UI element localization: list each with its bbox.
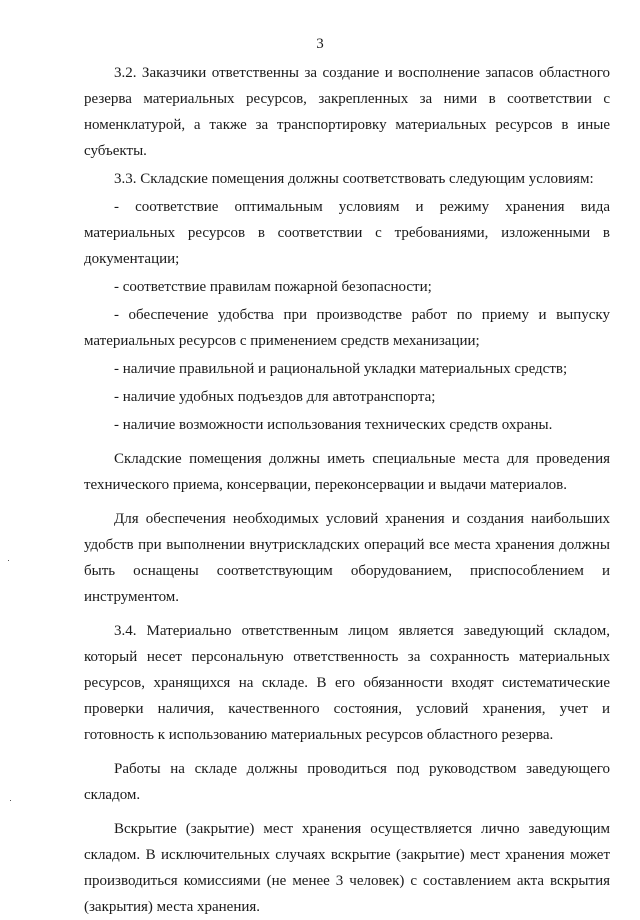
paragraph-equipment: Для обеспечения необходимых условий хранения и создания наибольших удобств при выполнении внутрискладских операций все места хранения должны быть оснащены соответствующим оборудованием, приспособлением и инструментом. — [84, 511, 610, 605]
list-item-security: - наличие возможности использования технических средств охраны. — [114, 417, 553, 433]
scan-speck — [10, 800, 11, 801]
scan-speck — [8, 560, 9, 561]
list-item-storage-conditions: - соответствие оптимальным условиям и режиму хранения вида материальных ресурсов в соответствии с требованиями, изложенными в документации; — [84, 199, 610, 267]
page-number: 3 — [316, 36, 324, 52]
document-body — [84, 60, 610, 920]
list-item-access-roads: - наличие удобных подъездов для автотранспорта; — [114, 389, 436, 405]
paragraph-3-2: 3.2. Заказчики ответственны за создание и восполнение запасов областного резерва материальных ресурсов, закрепленных за ними в соответствии с номенклатурой, а также за транспортировку материальных ресурсов в иные субъекты. — [84, 65, 610, 159]
paragraph-special-places: Складские помещения должны иметь специальные места для проведения технического приема, консервации, переконсервации и выдачи материалов. — [84, 451, 610, 493]
paragraph-3-4: 3.4. Материально ответственным лицом является заведующий складом, который несет персональную ответственность за сохранность материальных ресурсов, хранящихся на складе. В его обязанности входят систематические проверки наличия, качественного состояния, условий хранения, учет и готовность к использованию материальных ресурсов областного резерва. — [84, 623, 610, 743]
paragraph-opening-closing: Вскрытие (закрытие) мест хранения осуществляется лично заведующим складом. В исключительных случаях вскрытие (закрытие) мест хранения может производиться комиссиями (не менее 3 человек) с составлением акта вскрытия (закрытия) места хранения. — [84, 821, 610, 915]
paragraph-3-3: 3.3. Складские помещения должны соответствовать следующим условиям: — [114, 171, 594, 187]
list-item-mechanization: - обеспечение удобства при производстве работ по приему и выпуску материальных ресурсов с применением средств механизации; — [84, 307, 610, 349]
list-item-fire-safety: - соответствие правилам пожарной безопасности; — [114, 279, 432, 295]
list-item-stacking: - наличие правильной и рациональной укладки материальных средств; — [114, 361, 568, 377]
paragraph-supervision: Работы на складе должны проводиться под руководством заведующего складом. — [84, 761, 610, 803]
